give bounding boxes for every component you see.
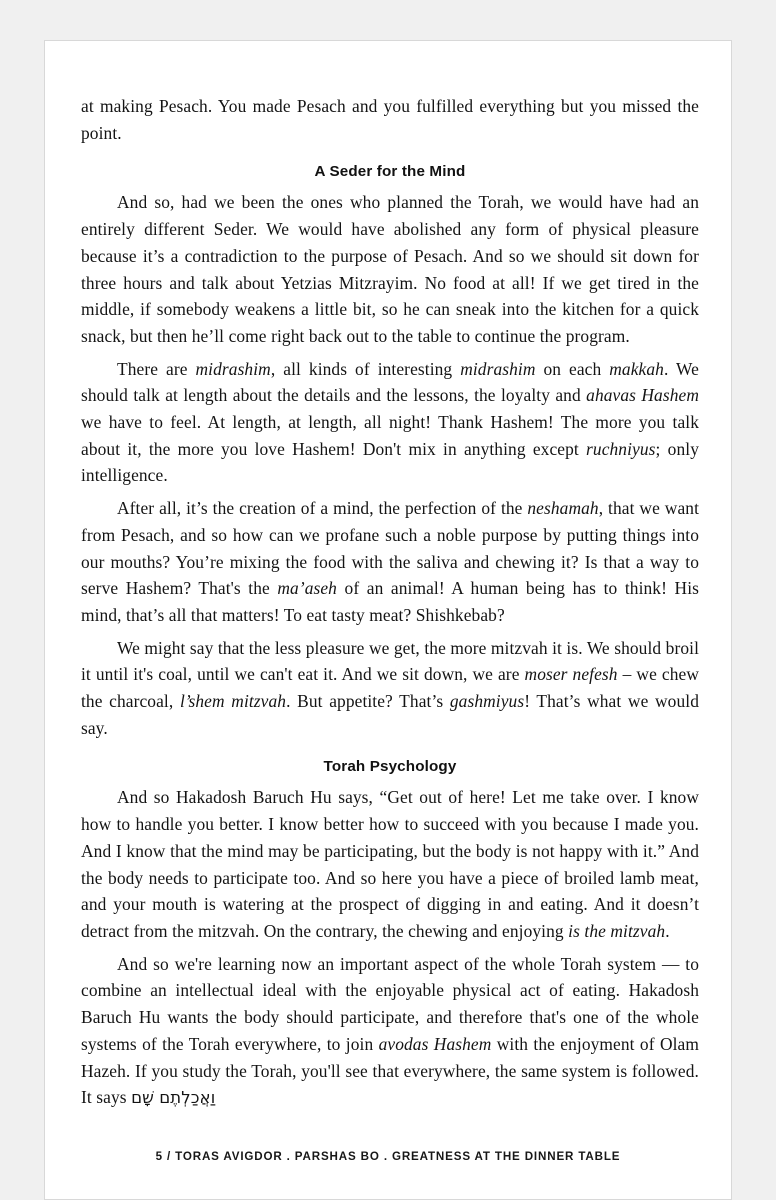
emphasis-text: ma’aseh xyxy=(277,578,337,599)
emphasis-text: makkah xyxy=(609,358,664,379)
emphasis-text: l’shem mitzvah xyxy=(179,691,287,712)
document-page xyxy=(44,40,732,1200)
paragraph-continued: at making Pesach. You made Pesach and you fulfilled everything but you missed the point. xyxy=(81,96,699,143)
page-content xyxy=(81,93,699,1111)
section-heading-seder-for-the-mind: A Seder for the Mind xyxy=(314,163,466,181)
page-footer: 5 / TORAS AVIGDOR . PARSHAS BO . GREATNESS AT THE DINNER TABLE xyxy=(155,1150,621,1163)
emphasis-text: moser nefesh xyxy=(524,664,618,685)
emphasis-text: is the mitzvah xyxy=(568,920,666,941)
emphasis-text: neshamah xyxy=(527,498,599,519)
paragraph-planned-torah: And so, had we been the ones who planned the Torah, we would have had an entirely different Seder. We would have abolished any form of physical pleasure because it’s a contradiction to the purpose of Pesach. And so we should sit down for three hours and talk about Yetzias Mitzrayim. No food at all! If we get tired in the middle, if somebody weakens a little bit, so he can sneak into the kitchen for a quick snack, but then he’ll come right back out to the table to continue the program. xyxy=(81,192,699,346)
emphasis-text: midrashim xyxy=(195,358,271,379)
hebrew-text: וַאֲכַלְתֶם שָׁם xyxy=(131,1088,216,1108)
emphasis-text: avodas Hashem xyxy=(378,1033,492,1054)
paragraph-neshamah: After all, it’s the creation of a mind, the perfection of the neshamah, that we want from Pesach, and so how can we profane such a noble purpose by putting things into our mouths? You’re mixing the food with the saliva and chewing it? Is that a way to serve Hashem? That's the ma’aseh of an animal! A human being has to think! His mind, that’s all that matters! To eat tasty meat? Shishkebab? xyxy=(81,498,699,625)
emphasis-text: gashmiyus xyxy=(449,691,525,712)
section-heading-torah-psychology: Torah Psychology xyxy=(323,758,457,776)
emphasis-text: ahavas Hashem xyxy=(586,385,699,406)
paragraph-midrashim: There are midrashim, all kinds of interesting midrashim on each makkah. We should talk at length about the details and the lessons, the loyalty and ahavas Hashem we have to feel. At length, at length, all night! Thank Hashem! The more you talk about it, the more you love Hashem! Don't mix in anything except ruchniyus; only intelligence. xyxy=(81,358,699,486)
paragraph-torah-system: And so we're learning now an important aspect of the whole Torah system — to combine an intellectual ideal with the enjoyable physical act of eating. Hakadosh Baruch Hu wants the body should participate, and therefore that's one of the whole systems of the Torah everywhere, to join avodas Hashem with the enjoyment of Olam Hazeh. If you study the Torah, you'll see that everywhere, the same system is followed. It says וַאֲכַלְתֶם שָׁם xyxy=(81,953,699,1108)
emphasis-text: midrashim xyxy=(460,358,536,379)
paragraph-hakadosh: And so Hakadosh Baruch Hu says, “Get out of here! Let me take over. I know how to handle you better. I know better how to succeed with you because I made you. And I know that the mind may be participating, but the body is not happy with it.” And the body needs to participate too. And so here you have a piece of broiled lamb meat, and your mouth is watering at the prospect of digging in and eating. And it doesn’t detract from the mitzvah. On the contrary, the chewing and enjoying is the mitzvah. xyxy=(81,787,699,941)
paragraph-moser-nefesh: We might say that the less pleasure we get, the more mitzvah it is. We should broil it until it's coal, until we can't eat it. And we sit down, we are moser nefesh – we chew the charcoal, l’shem mitzvah. But appetite? That’s gashmiyus! That’s what we would say. xyxy=(81,637,699,738)
emphasis-text: ruchniyus xyxy=(586,438,656,459)
